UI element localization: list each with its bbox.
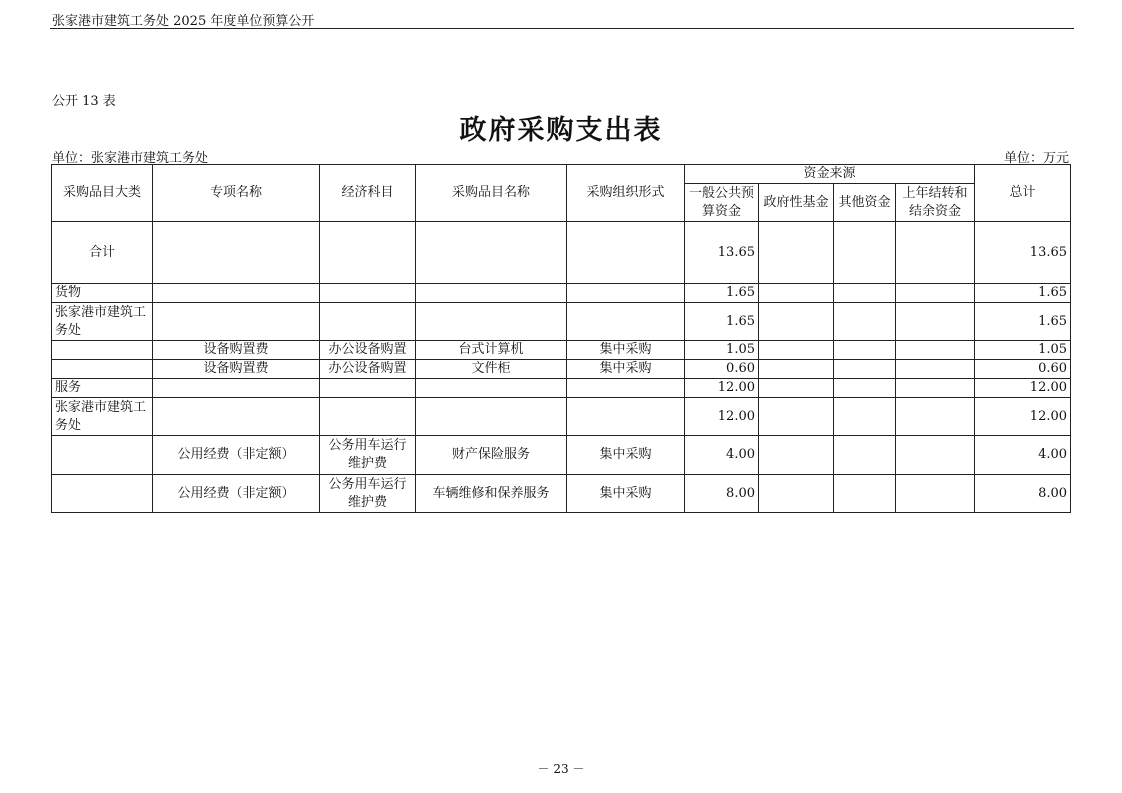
- cell-category: 张家港市建筑工务处: [52, 303, 153, 341]
- table-row: [52, 303, 1071, 341]
- cell-category: [52, 475, 153, 513]
- col-header-category: 采购品目大类: [52, 165, 153, 222]
- cell-project: 公用经费（非定额）: [153, 436, 320, 475]
- col-header-org-form: 采购组织形式: [567, 165, 685, 222]
- cell-form: [567, 303, 685, 341]
- cell-carry: [896, 398, 975, 436]
- cell-econ: 公务用车运行维护费: [320, 475, 416, 513]
- cell-econ: [320, 284, 416, 303]
- cell-form: 集中采购: [567, 436, 685, 475]
- page-title: 政府采购支出表: [459, 115, 663, 146]
- col-header-other: 其他资金: [834, 184, 896, 222]
- table-row: [52, 436, 1071, 475]
- cell-other: [834, 284, 896, 303]
- cell-gov: [759, 284, 834, 303]
- cell-project: [153, 222, 320, 284]
- cell-econ: [320, 398, 416, 436]
- col-header-fund-source: 资金来源: [685, 165, 975, 184]
- cell-other: [834, 303, 896, 341]
- cell-econ: [320, 222, 416, 284]
- cell-general: 1.05: [685, 341, 759, 360]
- cell-project: 设备购置费: [153, 341, 320, 360]
- unit-currency: 单位：万元: [1003, 151, 1069, 166]
- col-header-gov-fund: 政府性基金: [759, 184, 834, 222]
- cell-form: 集中采购: [567, 341, 685, 360]
- table-row-total: [52, 222, 1071, 284]
- col-header-project: 专项名称: [153, 165, 320, 222]
- cell-item: [416, 303, 567, 341]
- cell-gov: [759, 398, 834, 436]
- cell-project: [153, 379, 320, 398]
- cell-general: 12.00: [685, 379, 759, 398]
- cell-other: [834, 222, 896, 284]
- cell-category: 服务: [52, 379, 153, 398]
- cell-carry: [896, 222, 975, 284]
- table-number: 公开 13 表: [52, 94, 116, 109]
- cell-form: [567, 222, 685, 284]
- cell-other: [834, 360, 896, 379]
- cell-form: [567, 379, 685, 398]
- cell-category: [52, 436, 153, 475]
- cell-project: [153, 303, 320, 341]
- cell-carry: [896, 379, 975, 398]
- cell-econ: [320, 379, 416, 398]
- col-header-item: 采购品目名称: [416, 165, 567, 222]
- cell-carry: [896, 303, 975, 341]
- cell-total: 12.00: [975, 398, 1071, 436]
- cell-carry: [896, 475, 975, 513]
- cell-project: [153, 398, 320, 436]
- table-row: [52, 398, 1071, 436]
- cell-carry: [896, 341, 975, 360]
- cell-item: 台式计算机: [416, 341, 567, 360]
- cell-item: [416, 222, 567, 284]
- cell-other: [834, 341, 896, 360]
- cell-gov: [759, 303, 834, 341]
- cell-gov: [759, 379, 834, 398]
- cell-item: [416, 284, 567, 303]
- cell-gov: [759, 341, 834, 360]
- cell-carry: [896, 360, 975, 379]
- cell-category: [52, 360, 153, 379]
- cell-general: 4.00: [685, 436, 759, 475]
- cell-other: [834, 436, 896, 475]
- document-header-title: 张家港市建筑工务处 2025 年度单位预算公开: [52, 14, 315, 29]
- col-header-total: 总计: [975, 165, 1071, 222]
- col-header-econ: 经济科目: [320, 165, 416, 222]
- cell-item: 车辆维修和保养服务: [416, 475, 567, 513]
- cell-category: 合计: [52, 222, 153, 284]
- cell-category: [52, 341, 153, 360]
- unit-organization: 单位：张家港市建筑工务处: [52, 151, 209, 166]
- cell-econ: 办公设备购置: [320, 341, 416, 360]
- cell-item: [416, 398, 567, 436]
- cell-total: 1.65: [975, 303, 1071, 341]
- col-header-general-budget: 一般公共预算资金: [685, 184, 759, 222]
- cell-form: [567, 284, 685, 303]
- cell-project: 设备购置费: [153, 360, 320, 379]
- procurement-table: [51, 164, 1071, 513]
- cell-econ: 公务用车运行维护费: [320, 436, 416, 475]
- cell-category: 张家港市建筑工务处: [52, 398, 153, 436]
- table-row: [52, 475, 1071, 513]
- cell-general: 1.65: [685, 284, 759, 303]
- table-row: [52, 341, 1071, 360]
- cell-total: 13.65: [975, 222, 1071, 284]
- col-header-carryover: 上年结转和结余资金: [896, 184, 975, 222]
- cell-other: [834, 475, 896, 513]
- cell-gov: [759, 222, 834, 284]
- cell-carry: [896, 436, 975, 475]
- cell-general: 12.00: [685, 398, 759, 436]
- table-row: [52, 379, 1071, 398]
- cell-general: 1.65: [685, 303, 759, 341]
- table-row: [52, 284, 1071, 303]
- cell-total: 1.05: [975, 341, 1071, 360]
- cell-gov: [759, 475, 834, 513]
- cell-gov: [759, 360, 834, 379]
- cell-form: [567, 398, 685, 436]
- cell-item: [416, 379, 567, 398]
- table-row: [52, 360, 1071, 379]
- cell-category: 货物: [52, 284, 153, 303]
- page-number: － 23 －: [537, 762, 585, 776]
- cell-general: 13.65: [685, 222, 759, 284]
- cell-econ: [320, 303, 416, 341]
- cell-item: 财产保险服务: [416, 436, 567, 475]
- cell-total: 12.00: [975, 379, 1071, 398]
- cell-total: 4.00: [975, 436, 1071, 475]
- cell-project: 公用经费（非定额）: [153, 475, 320, 513]
- cell-form: 集中采购: [567, 360, 685, 379]
- cell-general: 0.60: [685, 360, 759, 379]
- cell-total: 0.60: [975, 360, 1071, 379]
- cell-other: [834, 379, 896, 398]
- cell-econ: 办公设备购置: [320, 360, 416, 379]
- cell-general: 8.00: [685, 475, 759, 513]
- cell-project: [153, 284, 320, 303]
- header-divider: [50, 28, 1074, 29]
- cell-gov: [759, 436, 834, 475]
- cell-other: [834, 398, 896, 436]
- cell-item: 文件柜: [416, 360, 567, 379]
- cell-total: 1.65: [975, 284, 1071, 303]
- cell-total: 8.00: [975, 475, 1071, 513]
- cell-form: 集中采购: [567, 475, 685, 513]
- cell-carry: [896, 284, 975, 303]
